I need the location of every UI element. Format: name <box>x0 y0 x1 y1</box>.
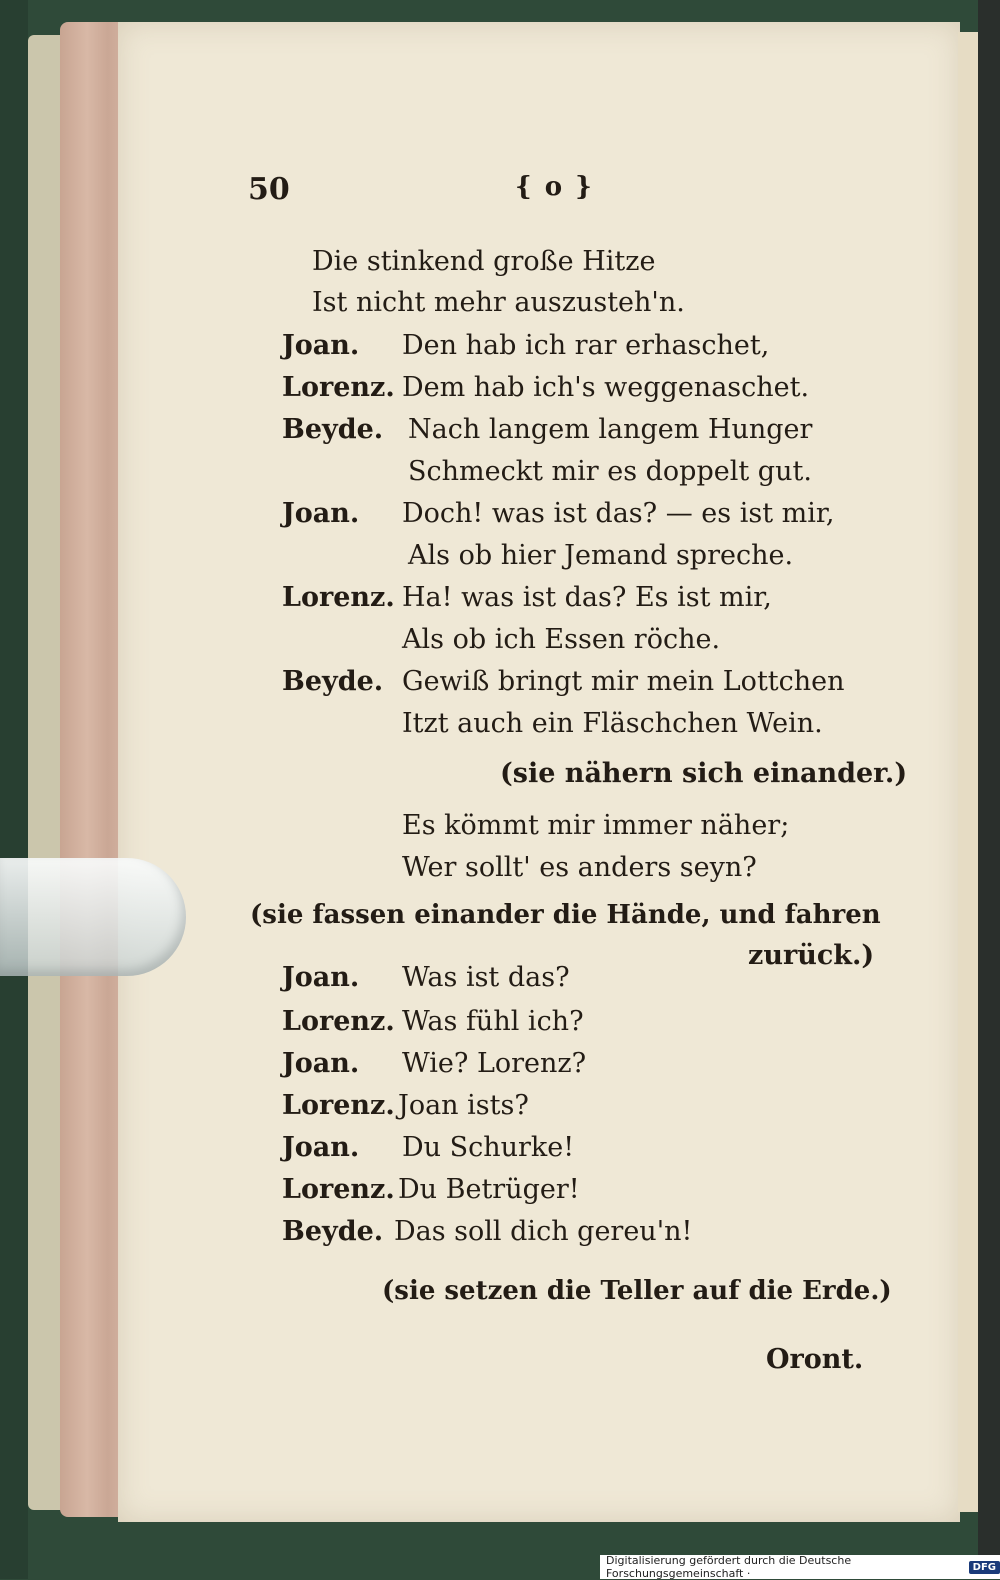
speaker-name: Joan. <box>282 1132 360 1163</box>
verse-line: Den hab ich rar erhaschet, <box>402 330 770 361</box>
speaker-name: Joan. <box>282 498 360 529</box>
speaker-name: Joan. <box>282 1048 360 1079</box>
dialogue-line: Du Betrüger! <box>398 1174 580 1205</box>
dialogue-line: Das soll dich gereu'n! <box>394 1216 693 1247</box>
speaker-name: Lorenz. <box>282 1090 395 1121</box>
stage-direction: (sie fassen einander die Hände, und fahren <box>250 900 881 930</box>
speaker-name: Lorenz. <box>282 372 395 403</box>
catchword: Oront. <box>766 1344 864 1375</box>
verse-line: Es kömmt mir immer näher; <box>402 810 790 841</box>
backdrop-left <box>0 0 28 1579</box>
stage-direction: (sie nähern sich einander.) <box>500 758 908 789</box>
glass-page-weight <box>0 858 186 976</box>
backdrop-right <box>978 0 1000 1579</box>
verse-line: Doch! was ist das? — es ist mir, <box>402 498 835 529</box>
speaker-name: Lorenz. <box>282 1174 395 1205</box>
stage-direction-continued: zurück.) <box>748 940 875 971</box>
speaker-name: Beyde. <box>282 1216 384 1247</box>
speaker-name: Joan. <box>282 330 360 361</box>
dialogue-line: Was fühl ich? <box>402 1006 584 1037</box>
speaker-name: Lorenz. <box>282 1006 395 1037</box>
dialogue-line: Was ist das? <box>402 962 570 993</box>
dfg-logo: DFG <box>969 1561 1000 1574</box>
speaker-name: Joan. <box>282 962 360 993</box>
speaker-name: Lorenz. <box>282 582 395 613</box>
verse-line: Die stinkend große Hitze <box>312 246 656 277</box>
digitization-credit-bar <box>600 1555 1000 1579</box>
stage-direction: (sie setzen die Teller auf die Erde.) <box>382 1276 892 1306</box>
verse-line: Gewiß bringt mir mein Lottchen <box>402 666 845 697</box>
credit-text: Digitalisierung gefördert durch die Deutsche Forschungsgemeinschaft · <box>606 1554 852 1580</box>
verse-line: Ist nicht mehr auszusteh'n. <box>312 287 685 318</box>
verse-line: Als ob hier Jemand spreche. <box>408 540 794 571</box>
verse-line: Als ob ich Essen röche. <box>402 624 721 655</box>
header-ornament: { o } <box>515 172 594 202</box>
verse-line: Itzt auch ein Fläschchen Wein. <box>402 708 823 739</box>
verse-line: Dem hab ich's weggenaschet. <box>402 372 810 403</box>
dialogue-line: Wie? Lorenz? <box>402 1048 587 1079</box>
page-number: 50 <box>248 172 290 207</box>
speaker-name: Beyde. <box>282 666 384 697</box>
next-page-edge <box>958 32 978 1512</box>
dialogue-line: Du Schurke! <box>402 1132 575 1163</box>
verse-line: Nach langem langem Hunger <box>408 414 813 445</box>
speaker-name: Beyde. <box>282 414 384 445</box>
dialogue-line: Joan ists? <box>398 1090 529 1121</box>
verse-line: Wer sollt' es anders seyn? <box>402 852 757 883</box>
verse-line: Ha! was ist das? Es ist mir, <box>402 582 772 613</box>
verse-line: Schmeckt mir es doppelt gut. <box>408 456 812 487</box>
